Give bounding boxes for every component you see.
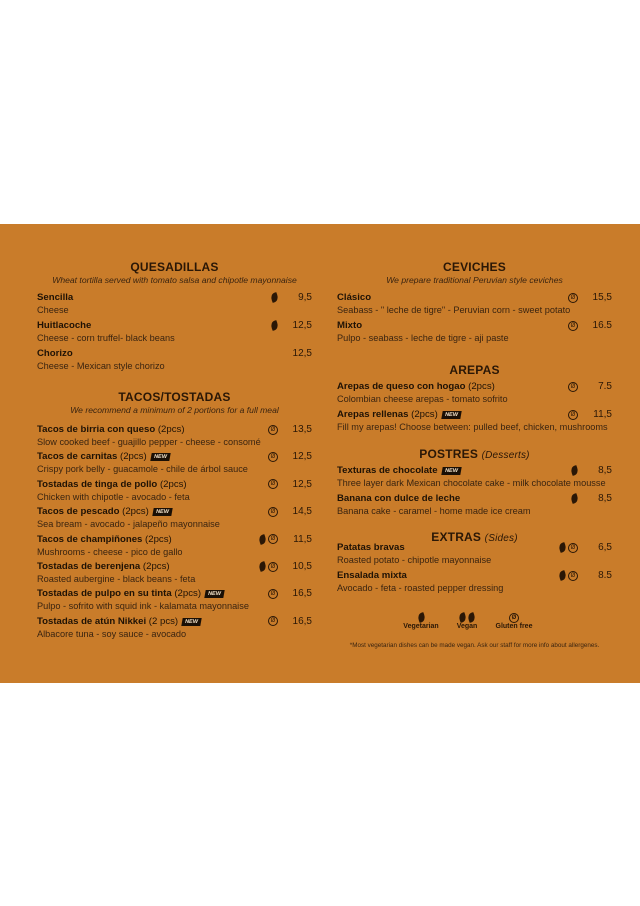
vegetarian-leaf-icon [270, 320, 280, 331]
new-badge: NEW [152, 508, 172, 516]
item-name-text: Chorizo [37, 348, 73, 359]
item-quantity: (2pcs) [140, 561, 170, 572]
gluten-free-icon: Ø [268, 616, 278, 626]
legend-vegan [447, 612, 487, 630]
item-name [337, 465, 460, 476]
item-name [37, 479, 187, 490]
item-diet-icons [568, 292, 578, 303]
vegetarian-leaf-icon [558, 570, 568, 581]
item-name-text: Banana con dulce de leche [337, 493, 461, 504]
menu-item [337, 409, 612, 437]
item-price: 9,5 [298, 292, 312, 303]
item-name [37, 588, 224, 599]
item-name [37, 451, 170, 462]
postres-title-paren: (Desserts) [481, 450, 530, 461]
item-price: 13,5 [292, 424, 312, 435]
gluten-free-icon: Ø [268, 589, 278, 599]
item-name-text: Tacos de champiñones [37, 533, 143, 545]
item-price: 11,5 [593, 409, 612, 420]
menu-item [37, 561, 312, 589]
item-price: 16.5 [592, 320, 612, 331]
menu-item [37, 348, 312, 376]
item-diet-icons [268, 616, 278, 627]
item-quantity: (2pcs) [408, 409, 438, 420]
item-name-text: Arepas rellenas [337, 409, 409, 420]
item-name-text: Tostadas de berenjena [37, 561, 141, 572]
item-name [337, 381, 495, 392]
section-title-tacos: TACOS/TOSTADAS [118, 390, 231, 404]
item-diet-icons [268, 451, 278, 462]
menu-item [37, 424, 312, 452]
gluten-free-icon: Ø [268, 452, 278, 462]
item-name [337, 292, 371, 303]
item-name [337, 570, 407, 581]
menu-item [37, 588, 312, 616]
item-diet-icons [268, 506, 278, 517]
item-description: Avocado - feta - roasted pepper dressing [337, 583, 504, 593]
item-price: 12,5 [292, 320, 312, 331]
item-description: Slow cooked beef - guajillo pepper - cheese - consomé [37, 437, 261, 447]
item-price: 7.5 [598, 381, 612, 392]
item-price: 14,5 [292, 506, 312, 518]
section-subtitle-ceviches: We prepare traditional Peruvian style ceviches [386, 275, 563, 285]
gluten-free-icon: Ø [268, 507, 278, 517]
item-diet-icons [268, 588, 278, 599]
vegetarian-leaf-icon [416, 612, 426, 623]
vegetarian-leaf-icon [258, 561, 268, 572]
item-diet-icons [268, 424, 278, 435]
item-quantity: (2 pcs) [146, 615, 179, 627]
new-badge: NEW [441, 467, 461, 475]
new-badge: NEW [441, 411, 461, 419]
menu-item [337, 542, 612, 570]
item-quantity: (2pcs) [142, 533, 172, 545]
item-name [37, 534, 172, 545]
gluten-free-icon: Ø [268, 534, 278, 544]
legend-vegetarian-label: Vegetarian [403, 623, 439, 630]
item-diet-icons [259, 534, 278, 545]
item-diet-icons [271, 292, 278, 303]
item-description: Pulpo - sofrito with squid ink - kalamata mayonnaise [37, 601, 249, 612]
extras-title-paren: (Sides) [484, 533, 518, 544]
extras-title-text: EXTRAS [431, 530, 482, 544]
vegan-leaf-icon [467, 612, 477, 623]
item-price: 15,5 [592, 292, 612, 303]
item-name-text: Tostadas de tinga de pollo [37, 478, 158, 490]
vegetarian-leaf-icon [570, 465, 580, 476]
item-quantity: (2pcs) [465, 381, 495, 392]
item-description: Albacore tuna - soy sauce - avocado [37, 628, 187, 639]
item-name-text: Mixto [337, 320, 363, 331]
item-price: 12,5 [292, 348, 312, 359]
item-price: 16,5 [292, 588, 312, 600]
item-description: Colombian cheese arepas - tomato sofrito [337, 394, 508, 404]
menu-item [337, 320, 612, 348]
item-name-text: Arepas de queso con hogao [337, 381, 466, 392]
item-price: 6,5 [598, 542, 612, 553]
item-price: 16,5 [292, 615, 312, 627]
item-diet-icons [568, 320, 578, 331]
item-quantity: (2pcs) [117, 451, 147, 463]
item-description: Mushrooms - cheese - pico de gallo [37, 546, 183, 557]
legend-vegan-label: Vegan [456, 623, 478, 630]
menu-item [37, 616, 312, 644]
item-diet-icons [571, 493, 578, 504]
item-description: Cheese - corn truffel- black beans [37, 333, 175, 343]
item-name [37, 561, 170, 572]
vegetarian-leaf-icon [270, 292, 280, 303]
gluten-free-icon: Ø [568, 543, 578, 553]
item-name-text: Patatas bravas [337, 542, 405, 553]
vegetarian-leaf-icon [558, 542, 568, 553]
vegetarian-leaf-icon [258, 534, 268, 545]
item-name [37, 320, 91, 331]
new-badge: NEW [181, 618, 201, 626]
item-description: Fill my arepas! Choose between: pulled beef, chicken, mushrooms [337, 422, 608, 432]
menu-panel [0, 224, 640, 683]
item-name [37, 292, 73, 303]
item-description: Cheese [37, 305, 69, 315]
item-diet-icons [568, 409, 578, 420]
gluten-free-icon: Ø [568, 410, 578, 420]
item-price: 12,5 [292, 478, 312, 490]
gluten-free-icon: Ø [568, 382, 578, 392]
menu-item [37, 292, 312, 320]
item-description: Banana cake - caramel - home made ice cream [337, 506, 531, 516]
menu-item [37, 534, 312, 562]
item-description: Roasted potato - chipotle mayonnaise [337, 555, 492, 565]
item-price: 8.5 [598, 570, 612, 581]
section-title-quesadillas: QUESADILLAS [130, 260, 219, 274]
item-name-text: Tacos de birria con queso [37, 424, 156, 435]
menu-item [37, 506, 312, 534]
item-name [37, 348, 73, 359]
item-diet-icons [271, 320, 278, 331]
item-name-text: Tacos de carnitas [37, 451, 118, 463]
new-badge: NEW [204, 590, 224, 598]
menu-item [337, 493, 612, 521]
gluten-free-icon: Ø [568, 293, 578, 303]
item-price: 8,5 [598, 465, 612, 476]
legend-vegetarian [399, 612, 443, 630]
item-name [37, 616, 201, 627]
item-description: Chicken with chipotle - avocado - feta [37, 491, 190, 502]
allergen-note: *Most vegetarian dishes can be made vegan. Ask our staff for more info about allergenes. [349, 642, 600, 649]
item-price: 11,5 [293, 533, 312, 545]
item-description: Roasted aubergine - black beans - feta [37, 574, 196, 584]
item-description: Pulpo - seabass - leche de tigre - aji paste [337, 333, 509, 343]
item-name-text: Tostadas de atún Nikkei [37, 615, 147, 627]
item-diet-icons [268, 479, 278, 490]
gluten-free-icon: Ø [568, 321, 578, 331]
menu-item [337, 381, 612, 409]
item-diet-icons [571, 465, 578, 476]
item-name-text: Huitlacoche [37, 320, 92, 331]
section-subtitle-quesadillas: Wheat tortilla served with tomato salsa and chipotle mayonnaise [52, 275, 297, 285]
item-description: Three layer dark Mexican chocolate cake - milk chocolate mousse [337, 478, 606, 488]
item-name [337, 493, 460, 504]
item-name-text: Clásico [337, 292, 372, 303]
item-price: 12,5 [292, 451, 312, 463]
item-quantity: (2pcs) [157, 478, 187, 490]
item-quantity: (2pcs) [171, 588, 202, 600]
item-name-text: Texturas de chocolate [337, 465, 438, 476]
item-diet-icons [559, 570, 578, 581]
item-description: Cheese - Mexican style chorizo [37, 361, 165, 371]
item-name [37, 424, 185, 435]
item-description: Seabass - " leche de tigre" - Peruvian corn - sweet potato [337, 305, 571, 315]
item-name-text: Ensalada mixta [337, 570, 407, 581]
item-diet-icons [559, 542, 578, 553]
item-quantity: (2pcs) [155, 424, 185, 435]
item-name [337, 409, 461, 420]
item-price: 10,5 [292, 561, 312, 572]
item-quantity: (2pcs) [119, 506, 149, 518]
gluten-free-icon: Ø [268, 562, 278, 572]
gluten-free-icon: Ø [268, 425, 278, 435]
section-title-postres [337, 447, 612, 461]
legend-gluten-free-label: Gluten free [495, 623, 533, 630]
item-price: 8,5 [598, 493, 612, 504]
menu-item [37, 479, 312, 507]
menu-item [37, 320, 312, 348]
gluten-free-icon: Ø [509, 613, 519, 623]
section-title-arepas: AREPAS [449, 363, 500, 377]
item-name-text: Tostadas de pulpo en su tinta [37, 588, 172, 600]
section-title-ceviches: CEVICHES [443, 260, 506, 274]
item-name [337, 542, 405, 553]
item-name-text: Tacos de pescado [37, 506, 120, 518]
postres-title-text: POSTRES [419, 447, 479, 461]
vegetarian-leaf-icon [570, 493, 580, 504]
item-name [337, 320, 362, 331]
item-diet-icons [568, 381, 578, 392]
gluten-free-icon: Ø [568, 571, 578, 581]
menu-item [337, 292, 612, 320]
menu-item [337, 465, 612, 493]
item-diet-icons [259, 561, 278, 572]
new-badge: NEW [150, 453, 170, 461]
item-name [37, 506, 172, 517]
legend-gluten-free [489, 612, 539, 630]
item-description: Crispy pork belly - guacamole - chile de árbol sauce [37, 464, 248, 475]
vegan-leaf-icon [458, 612, 468, 623]
menu-item [37, 451, 312, 479]
item-name-text: Sencilla [37, 292, 74, 303]
gluten-free-icon: Ø [268, 479, 278, 489]
item-description: Sea bream - avocado - jalapeño mayonnaise [37, 519, 220, 530]
menu-item [337, 570, 612, 598]
section-subtitle-tacos: We recommend a minimum of 2 portions for a full meal [70, 405, 279, 415]
